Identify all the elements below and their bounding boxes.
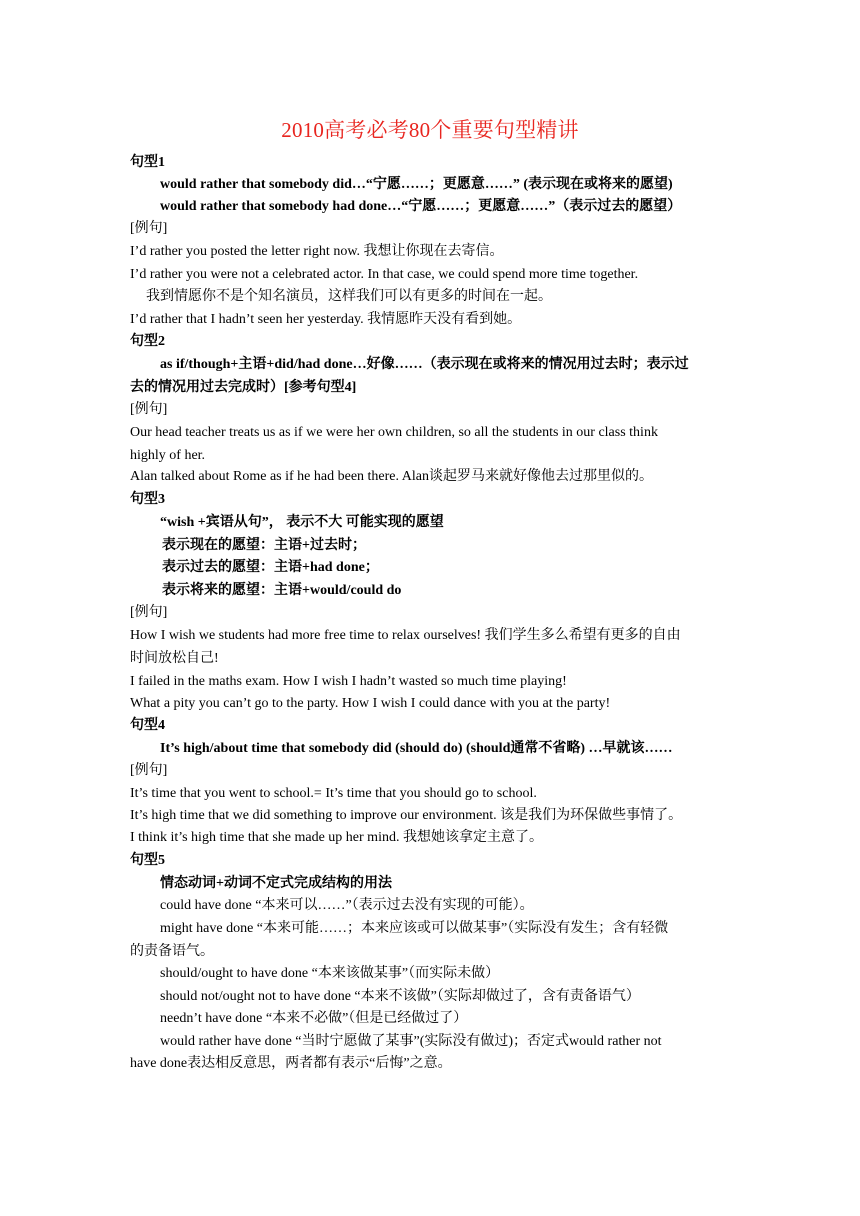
example-sentence: I think it’s high time that she made up her mind. 我想她该拿定主意了。 (130, 830, 543, 845)
pattern-line: 表示现在的愿望：主语+过去时； (162, 538, 366, 553)
document-title: 2010高考必考80个重要句型精讲 (281, 118, 579, 142)
usage-line: should not/ought not to have done “本来不该做”（实际却做过了，含有责备语气） (160, 989, 640, 1004)
example-sentence: It’s time that you went to school.= It’s time that you should go to school. (130, 786, 537, 801)
section-heading-1: 句型1 (130, 155, 165, 170)
example-sentence: Alan talked about Rome as if he had been there. Alan谈起罗马来就好像他去过那里似的。 (130, 469, 653, 484)
usage-line: would rather have done “当时宁愿做了某事”(实际没有做过)；否定式would rather not (160, 1034, 662, 1049)
usage-line-continued: have done表达相反意思，两者都有表示“后悔”之意。 (130, 1056, 452, 1071)
example-sentence: It’s high time that we did something to improve our environment. 该是我们为环保做些事情了。 (130, 808, 683, 823)
example-sentence: How I wish we students had more free time to relax ourselves! 我们学生多么希望有更多的自由 (130, 628, 681, 643)
example-label: [例句] (130, 402, 168, 417)
example-sentence: What a pity you can’t go to the party. How I wish I could dance with you at the party! (130, 696, 611, 711)
pattern-line: 表示过去的愿望：主语+had done； (162, 560, 379, 575)
example-sentence: I’d rather that I hadn’t seen her yesterday. 我情愿昨天没有看到她。 (130, 312, 522, 327)
section-heading-3: 句型3 (130, 492, 165, 507)
example-translation: 我到情愿你不是个知名演员，这样我们可以有更多的时间在一起。 (146, 289, 552, 304)
example-sentence: I’d rather you were not a celebrated actor. In that case, we could spend more time together. (130, 267, 639, 282)
example-sentence: highly of her. (130, 448, 206, 463)
usage-line: needn’t have done “本来不必做”（但是已经做过了） (160, 1011, 468, 1026)
pattern-continuation: 去的情况用过去完成时）[参考句型4] (130, 380, 357, 395)
example-label: [例句] (130, 605, 168, 620)
pattern-line: 表示将来的愿望：主语+would/could do (162, 583, 402, 598)
usage-line-continued: 的责备语气。 (130, 944, 214, 959)
usage-line: could have done “本来可以……”（表示过去没有实现的可能）。 (160, 898, 534, 913)
pattern-line-continued (130, 377, 732, 399)
pattern-line: It’s high/about time that somebody did (should do) (should通常不省略) …早就该…… (160, 741, 673, 756)
pattern-line: would rather that somebody had done…“宁愿……；更愿意……”（表示过去的愿望） (160, 199, 682, 214)
pattern-line: as if/though+主语+did/had done…好像……（表示现在或将来的情况用过去时；表示过 (160, 357, 689, 372)
section-heading-5: 句型5 (130, 853, 165, 868)
example-label: [例句] (130, 763, 168, 778)
usage-line: should/ought to have done “本来该做某事”（而实际未做） (160, 966, 500, 981)
example-sentence: Our head teacher treats us as if we were her own children, so all the students in our class think (130, 425, 658, 440)
example-sentence: I failed in the maths exam. How I wish I hadn’t wasted so much time playing! (130, 674, 567, 689)
usage-line: might have done “本来可能……；本来应该或可以做某事”（实际没有发生；含有轻微 (160, 921, 669, 936)
pattern-line: 情态动词+动词不定式完成结构的用法 (160, 876, 392, 891)
section-heading-2: 句型2 (130, 334, 165, 349)
section-heading-4: 句型4 (130, 718, 165, 733)
example-sentence: I’d rather you posted the letter right now. 我想让你现在去寄信。 (130, 244, 504, 259)
example-sentence: 时间放松自己! (130, 651, 219, 666)
pattern-line: “wish +宾语从句”， 表示不大 可能实现的愿望 (160, 515, 444, 530)
example-label: [例句] (130, 221, 168, 236)
pattern-line: would rather that somebody did…“宁愿……；更愿意……” (表示现在或将来的愿望) (160, 177, 673, 192)
